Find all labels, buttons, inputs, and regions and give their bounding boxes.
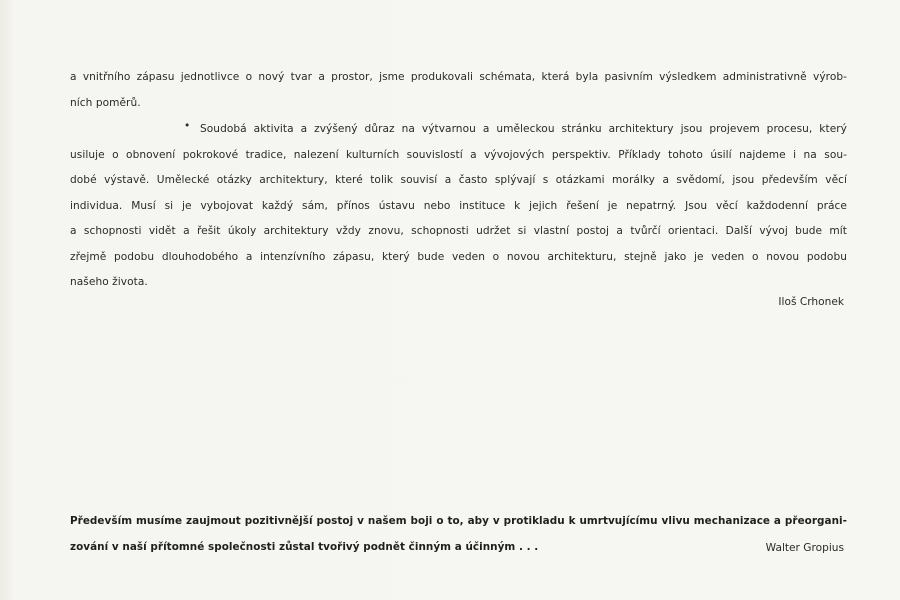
quote-author: Walter Gropius xyxy=(765,542,844,554)
text-line: zřejmě podobu dlouhodobého a intenzívního zápasu, který bude veden o novou architekturu, stejně jako je veden o novou podobu xyxy=(70,251,847,263)
quote-line: zování v naší přítomné společnosti zůstal tvořivý podnět činným a účinným . . . xyxy=(70,541,539,553)
quote-line: Především musíme zaujmout pozitivnější postoj v našem boji o to, aby v protikladu k umrtvujícímu vlivu mechanizace a přeorgani- xyxy=(70,515,847,527)
text-line: dobé výstavě. Umělecké otázky architektury, které tolik souvisí a často splývají s otázkami morálky a svědomí, jsou především věcí xyxy=(70,174,847,186)
text-line: Soudobá aktivita a zvýšený důraz na výtvarnou a uměleckou stránku architektury jsou projevem procesu, který xyxy=(200,123,847,135)
text-line: usiluje o obnovení pokrokové tradice, nalezení kulturních souvislostí a vývojových perspektiv. Příklady tohoto úsilí najdeme i na sou- xyxy=(70,149,847,161)
article-author: Iloš Crhonek xyxy=(778,296,844,308)
text-line: našeho života. xyxy=(70,276,148,288)
text-line: ních poměrů. xyxy=(70,97,141,109)
text-line: a schopnosti vidět a řešit úkoly architektury vždy znovu, schopnosti udržet si vlastní postoj a tvůrčí orientaci. Další vývoj bude mít xyxy=(70,225,847,237)
text-line: a vnitřního zápasu jednotlivce o nový tvar a prostor, jsme produkovali schémata, která byla pasivním výsledkem administrativně výrob- xyxy=(70,71,847,83)
text-line: individua. Musí si je vybojovat každý sám, přínos ústavu nebo instituce k jejich řešení je nepatrný. Jsou věcí každodenní práce xyxy=(70,200,847,212)
bullet-icon: • xyxy=(184,120,191,132)
